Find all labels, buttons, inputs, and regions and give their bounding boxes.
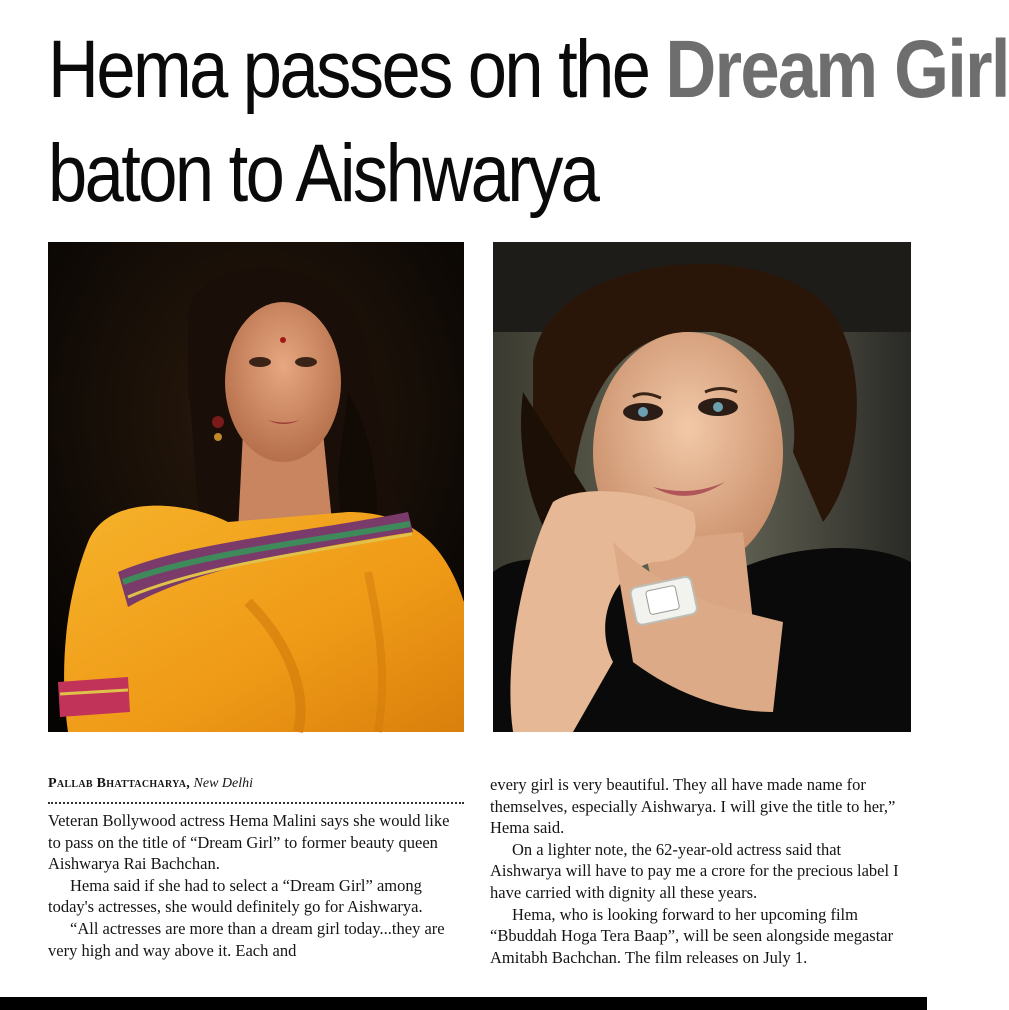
byline-author: Pallab Bhattacharya,	[48, 776, 191, 791]
article-column-left	[48, 774, 466, 961]
article-paragraph-2: Hema said if she had to select a “Dream Girl” among today's actresses, she would definitely go for Aishwarya.	[48, 875, 423, 917]
headline-part1: Hema passes on the	[48, 24, 666, 115]
byline	[48, 774, 466, 794]
photo-aishwarya-rai	[493, 242, 911, 732]
byline-divider	[48, 796, 464, 804]
aishwarya-photo-illustration	[493, 242, 911, 732]
article-paragraph-3-continued: every girl is very beautiful. They all have made name for themselves, especially Aishwarya. I will give the title to her,” Hema said.	[490, 775, 896, 838]
page-bottom-rule	[0, 997, 927, 1010]
byline-place: New Delhi	[193, 776, 254, 791]
headline-highlight: Dream Girl	[665, 24, 1009, 115]
hema-photo-illustration	[48, 242, 464, 732]
photo-hema-malini	[48, 242, 464, 732]
headline	[48, 18, 1009, 226]
article-column-right	[490, 774, 910, 968]
article-paragraph-1: Veteran Bollywood actress Hema Malini says she would like to pass on the title of “Dream Girl” to former beauty queen Aishwarya Rai Bachchan.	[48, 811, 450, 874]
article-paragraph-4: On a lighter note, the 62-year-old actress said that Aishwarya will have to pay me a crore for the precious label I have carried with dignity all these years.	[490, 839, 899, 902]
headline-part2: baton to Aishwarya	[48, 128, 598, 219]
article-paragraph-3: “All actresses are more than a dream girl today...they are very high and way above it. Each and	[48, 918, 445, 960]
article-paragraph-5: Hema, who is looking forward to her upcoming film “Bbuddah Hoga Tera Baap”, will be seen alongside megastar Amitabh Bachchan. The film releases on July 1.	[490, 904, 894, 967]
